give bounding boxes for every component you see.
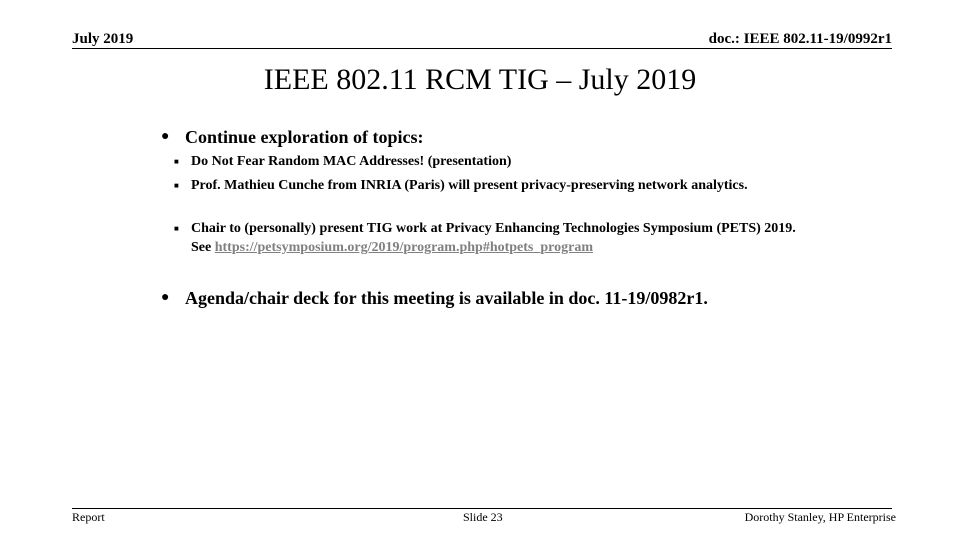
bullet-dot-icon: ●	[161, 290, 170, 305]
bullet-dot-icon: ●	[161, 129, 170, 144]
sub-bullet-pets	[174, 219, 801, 257]
bullet-continue-exploration	[161, 126, 745, 148]
sub-bullet-cunche	[174, 176, 791, 195]
sub-bullet-text: Chair to (personally) present TIG work at Privacy Enhancing Technologies Symposium (PETS) 2019. See	[191, 221, 796, 255]
header-divider	[72, 48, 892, 49]
header-doc-id: doc.: IEEE 802.11-19/0992r1	[708, 31, 892, 47]
sub-bullet-text: Do Not Fear Random MAC Addresses! (presentation)	[191, 154, 512, 169]
bullet-agenda	[161, 287, 805, 309]
footer-left: Report	[72, 510, 105, 524]
sub-bullet-random-mac	[174, 152, 791, 171]
slide-title: IEEE 802.11 RCM TIG – July 2019	[263, 63, 697, 96]
sub-bullet-square-icon: ■	[174, 181, 179, 190]
footer-author: Dorothy Stanley, HP Enterprise	[744, 510, 896, 524]
footer-slide-number: Slide 23	[463, 510, 503, 524]
sub-bullet-square-icon: ■	[174, 157, 179, 166]
sub-bullet-square-icon: ■	[174, 224, 179, 233]
footer-divider	[72, 508, 892, 509]
pets-program-link[interactable]: https://petsymposium.org/2019/program.php#hotpets_program	[214, 240, 594, 255]
sub-bullet-text: Prof. Mathieu Cunche from INRIA (Paris) will present privacy-preserving network analytics.	[191, 178, 748, 193]
bullet-text: Continue exploration of topics:	[185, 127, 424, 147]
header-date: July 2019	[72, 31, 134, 47]
bullet-text: Agenda/chair deck for this meeting is available in doc. 11-19/0982r1.	[185, 288, 708, 308]
